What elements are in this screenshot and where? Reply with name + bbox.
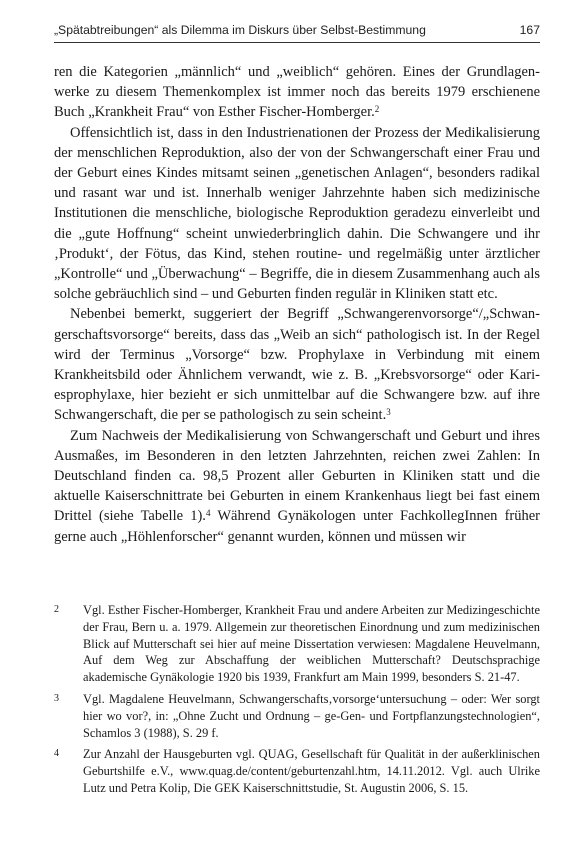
footnote-ref: 4 <box>205 508 211 519</box>
running-title: „Spätabtreibungen“ als Dilemma im Diskurs über Selbst-Bestimmung <box>54 23 426 37</box>
paragraph <box>54 304 540 425</box>
paragraph <box>54 426 540 547</box>
paragraph-text: Zum Nachweis der Medikalisierung von Schwangerschaft und Geburt und ihres Ausmaßes, im Besonderen in den letzten Jahrzehnten, reichen zwei Zahlen: In Deutschland finden ca. 98,5 Prozent aller Geburten in Kliniken statt und die aktuelle Kaiserschnittrate bei Geburten in einem Krankenhaus liegt bei fast einem Drittel (siehe Tabelle 1). <box>54 427 540 525</box>
main-text <box>54 62 540 547</box>
page-number: 167 <box>519 23 540 37</box>
footnote <box>54 602 540 686</box>
paragraph-text: Offensichtlich ist, dass in den Industrienationen der Prozess der Medikalisierung der menschlichen Reproduktion, also der von der Schwangerschaft einer Frau und der Geburt eines Kindes mitsamt seinen „genetischen Anlagen“, besonders radikal und rasant war und ist. Innerhalb weniger Jahrzehnte haben sich medizinische Institutionen die menschliche, biologische Reproduktion geradezu einverleibt und die „gute Hoffnung“ scheint unwiederbringlich dahin. Die Schwangere und ihr ‚Produkt‘, der Fötus, das Kind, stehen routine- und regelmäßig unter ärztlicher „Kontrolle“ und „Überwachung“ – Begriffe, die in diesem Zusammenhang auch als solche gebräuchlich sind – und Geburten finden regulär in Kliniken statt etc. <box>54 124 540 303</box>
footnotes <box>54 602 540 802</box>
footnote-number: 2 <box>54 604 59 615</box>
footnote-number: 4 <box>54 748 59 760</box>
paragraph <box>54 123 540 305</box>
paragraph <box>54 62 540 123</box>
paragraph-text: Während Gynäkologen unter FachkollegInnen früher gerne auch „Höhlenforscher“ genannt wurden, können und müssen wir <box>54 508 541 545</box>
header-rule <box>54 42 540 43</box>
running-header <box>54 22 540 38</box>
paragraph-text: ren die Kategorien „männlich“ und „weiblich“ gehören. Eines der Grundlagenwerke zu diesem Themenkomplex ist immer noch das bereits 1979 erschienene Buch „Krankheit Frau“ von Esther Fischer-Homberger. <box>54 64 540 121</box>
footnote-number: 3 <box>54 692 59 704</box>
paragraph-text: Nebenbei bemerkt, suggeriert der Begriff „Schwangerenvorsorge“/„Schwangerschaftsvorsorge“ bereits, dass das „Weib an sich“ pathologisch ist. In der Regel wird der Terminus „Vorsorge“ bzw. Prophylaxe in Verbindung mit einem Krankheitsbild oder Ähnlichem verwandt, wie z. B. „Krebsvorsorge“ oder Kariesprophylaxe, hier bezieht er sich unmittelbar auf die Schwangere bzw. auf ihre Schwangerschaft, die per se pathologisch zu sein scheint. <box>54 306 540 424</box>
footnote-ref: 2 <box>374 104 380 115</box>
footnote-text: Vgl. Esther Fischer-Homberger, Krankheit Frau und andere Arbeiten zur Medizingeschichte der Frau, Bern u. a. 1979. Allgemein zur theoretischen Einordnung und zum medizinischen Blick auf Mutterschaft sei hier auf meine Dissertation verwiesen: Magdalene Heuvelmann, Auf dem Weg zur Abschaffung der weiblichen Mutterschaft? Deutschsprachige akademische Gynäkologie 1920 bis 1939, Frankfurt am Main 1999, besonders S. 21-47. <box>83 603 540 685</box>
footnote-ref: 3 <box>386 407 391 418</box>
footnote-text: Vgl. Magdalene Heuvelmann, Schwangerschafts‚vorsorge‘untersuchung – oder: Wer sorgt hier wo vor?, in: „Ohne Zucht und Ordnung – ge-Gen- und Fortpflanzungstechnologien“, Schamlos 3 (1988), S. 29 f. <box>83 691 540 740</box>
footnote-text: Zur Anzahl der Hausgeburten vgl. QUAG, Gesellschaft für Qualität in der außerklinischen Geburtshilfe e.V., www.quag.de/content/geburtenzahl.htm, 14.11.2012. Vgl. auch Ulrike Lutz und Petra Kolip, Die GEK Kaiserschnittstudie, St. Augustin 2006, S. 15. <box>83 747 540 795</box>
footnote <box>54 691 540 741</box>
footnote <box>54 746 540 796</box>
